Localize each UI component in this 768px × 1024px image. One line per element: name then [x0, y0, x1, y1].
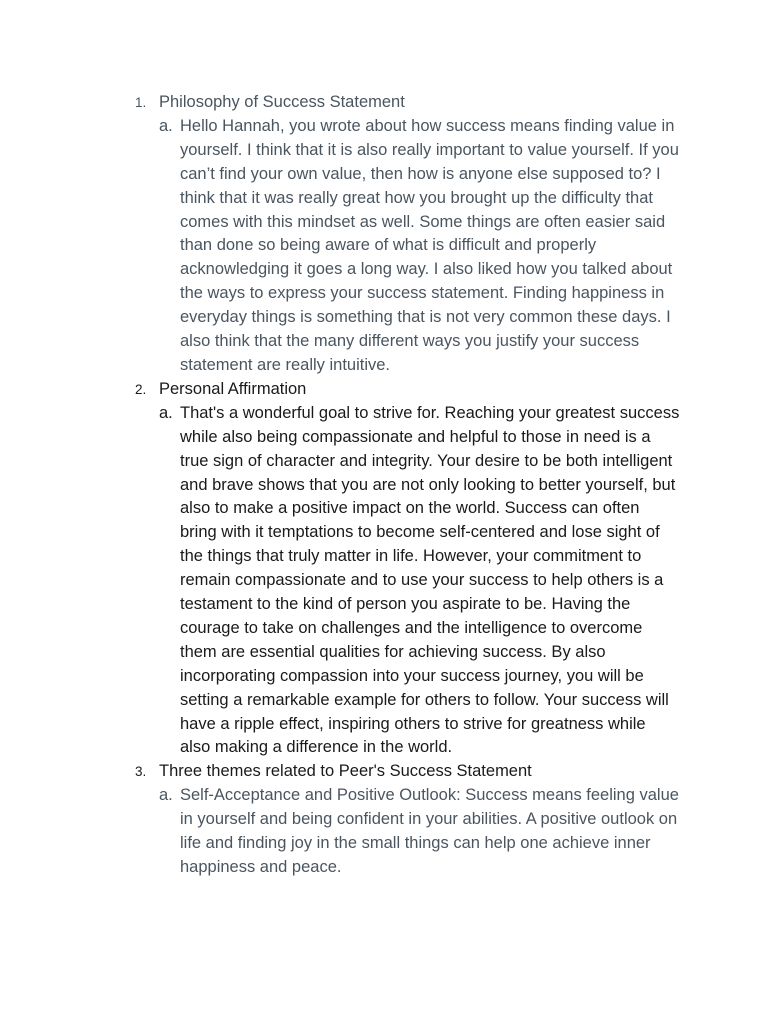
sub-item — [159, 784, 695, 880]
list-number: 3. — [135, 764, 147, 780]
item-heading: Three themes related to Peer's Success Statement — [159, 762, 532, 781]
sub-item — [159, 402, 695, 761]
sub-letter: a. — [159, 116, 173, 135]
list-item-philosophy — [135, 91, 695, 378]
sub-letter: a. — [159, 786, 173, 805]
list-number: 2. — [135, 381, 147, 397]
item-heading: Philosophy of Success Statement — [159, 93, 405, 111]
list-item-themes — [135, 760, 695, 880]
sub-item — [159, 115, 695, 378]
sub-item-text: That's a wonderful goal to strive for. Reaching your greatest success while also being compassionate and helpful to those in need is a true sign of character and integrity. Your desire to be both intelligent and brave shows that you are not only looking to better yourself, but also to make a positive impact on the world. Success can often bring with it temptations to become self-centered and lose sight of the things that truly matter in life. However, your commitment to remain compassionate and to use your success to help others is a testament to the kind of person you aspirate to be. Having the courage to take on challenges and the intelligence to overcome them are essential qualities for achieving success. By also incorporating compassion into your success journey, you will be setting a remarkable example for others to follow. Your success will have a ripple effect, inspiring others to strive for greatness while also making a difference in the world. — [180, 403, 680, 757]
list-number: 1. — [135, 95, 147, 110]
numbered-list — [135, 91, 695, 880]
item-heading: Personal Affirmation — [159, 379, 307, 398]
sub-item-text: Hello Hannah, you wrote about how success means finding value in yourself. I think that it is also really important to value yourself. If you can’t find your own value, then how is anyone else supposed to? I think that it was really great how you brought up the difficulty that comes with this mindset as well. Some things are often easier said than done so being aware of what is difficult and properly acknowledging it goes a long way. I also liked how you talked about the ways to express your success statement. Finding happiness in everyday things is something that is not very common these days. I also think that the many different ways you justify your success statement are really intuitive. — [180, 116, 679, 374]
sub-item-text: Self-Acceptance and Positive Outlook: Success means feeling value in yourself and being confident in your abilities. A positive outlook on life and finding joy in the small things can help one achieve inner happiness and peace. — [180, 786, 679, 876]
list-item-affirmation — [135, 378, 695, 761]
sub-letter: a. — [159, 403, 173, 422]
